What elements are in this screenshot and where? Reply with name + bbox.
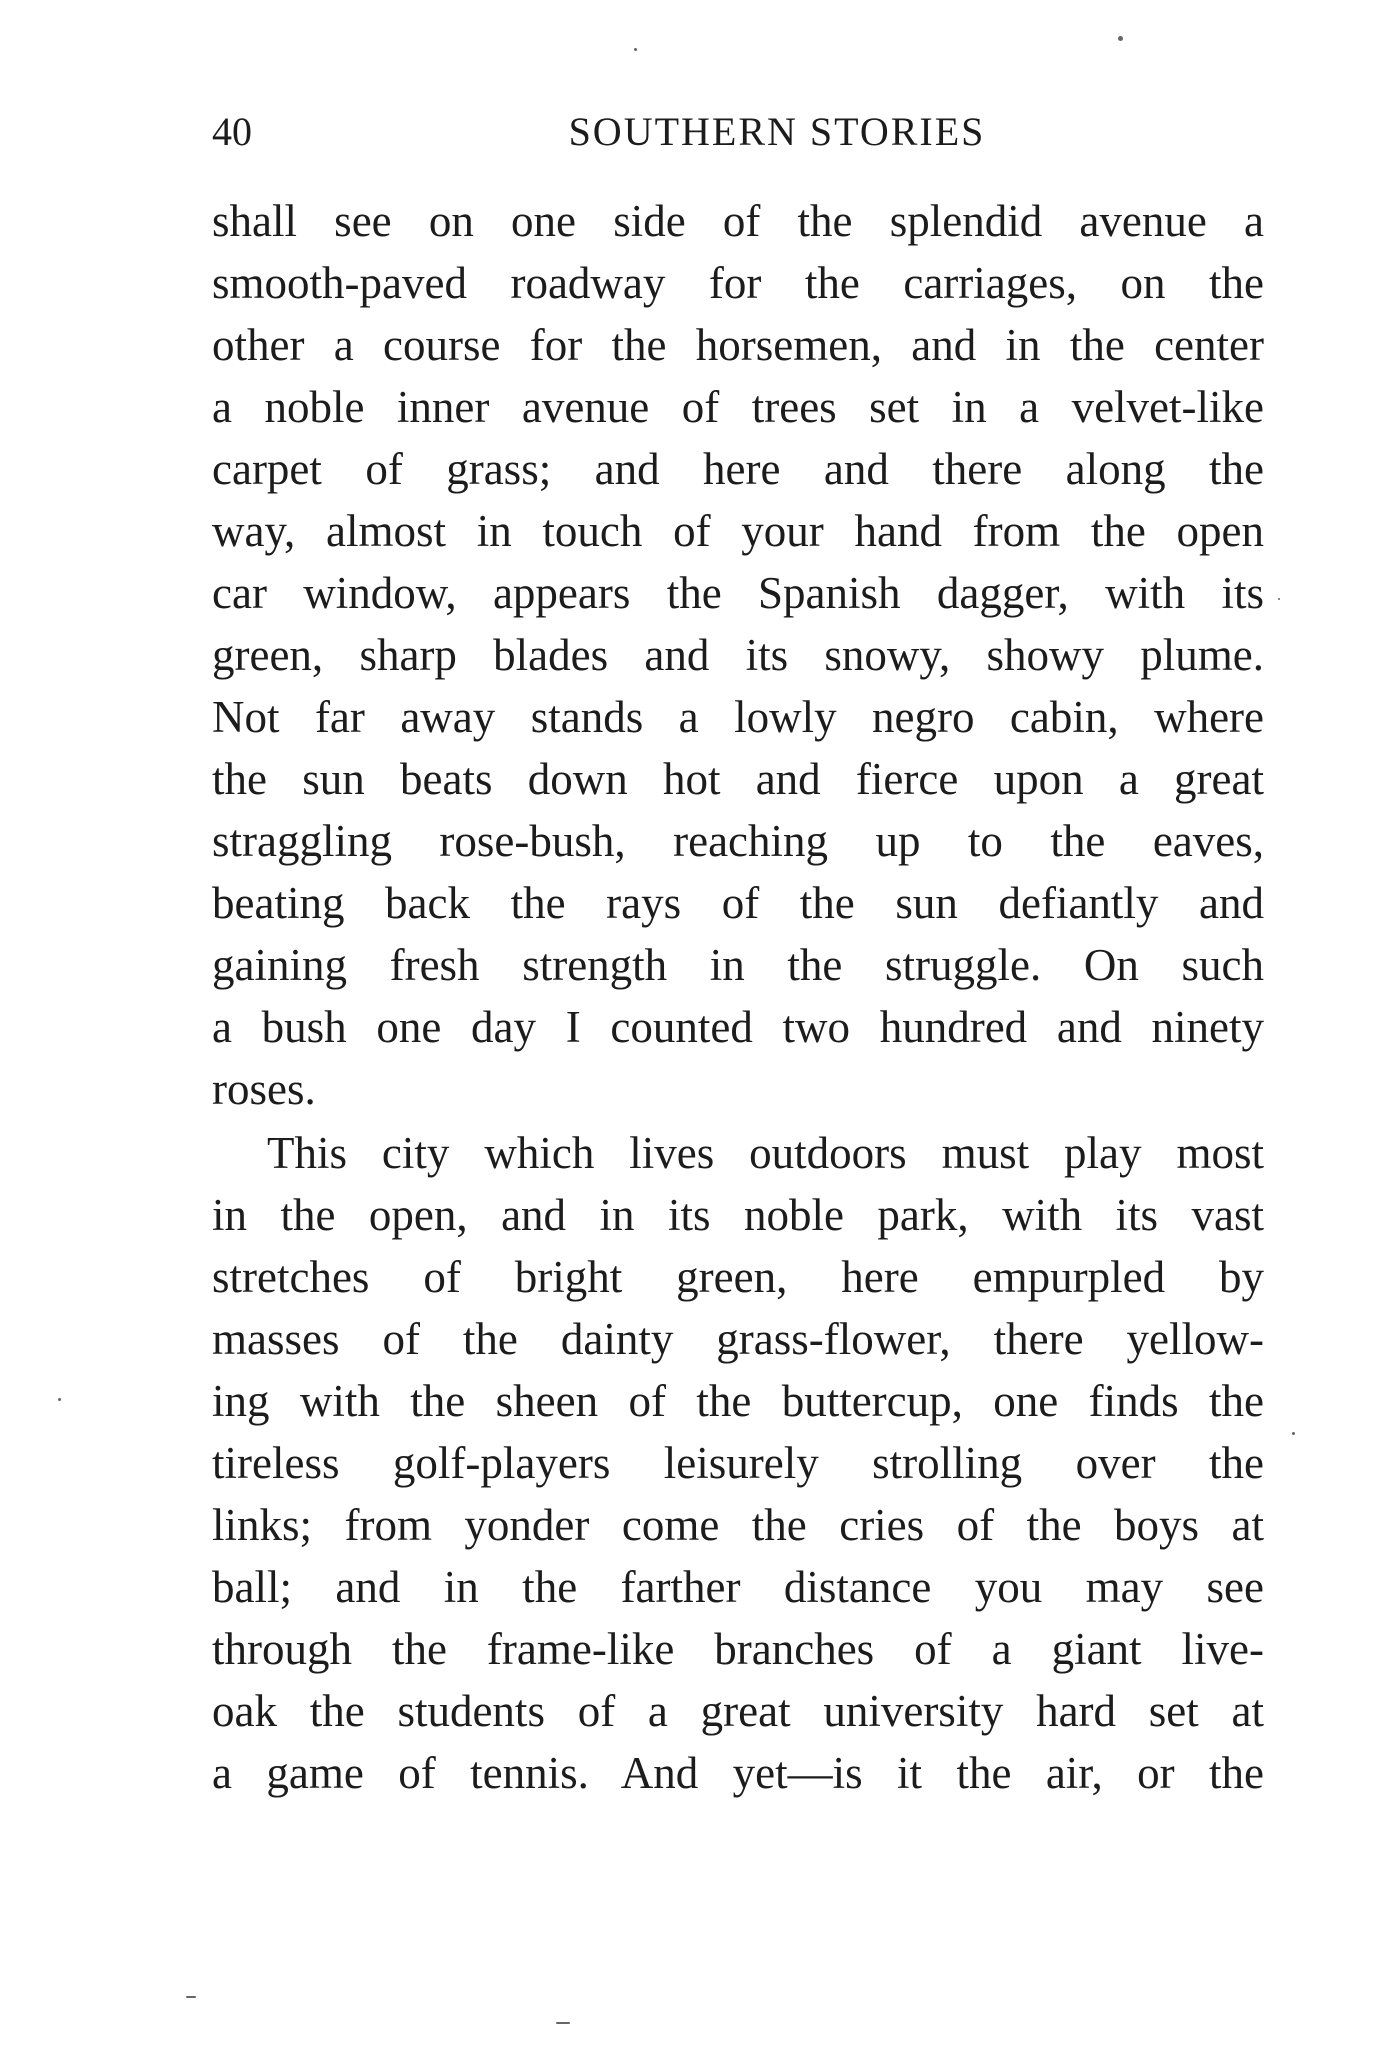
- text-line: roses.: [212, 1064, 316, 1114]
- text-line: links; from yonder come the cries of the boys at: [212, 1500, 1264, 1550]
- text-line: beating back the rays of the sun defiantly and: [212, 878, 1264, 928]
- print-speck: [634, 48, 637, 51]
- text-line: in the open, and in its noble park, with its vast: [212, 1190, 1264, 1240]
- text-line: straggling rose-bush, reaching up to the eaves,: [212, 816, 1264, 866]
- text-line: gaining fresh strength in the struggle. On such: [212, 940, 1264, 990]
- paragraph-1: [212, 190, 1264, 1120]
- text-line: tireless golf-players leisurely strolling over the: [212, 1438, 1264, 1488]
- text-line: This city which lives outdoors must play most: [267, 1128, 1264, 1178]
- print-speck: [1278, 598, 1280, 600]
- print-speck: [186, 1996, 196, 1998]
- running-title: SOUTHERN STORIES: [568, 109, 986, 154]
- paragraph-2: [212, 1122, 1264, 1804]
- text-line: other a course for the horsemen, and in the center: [212, 320, 1264, 370]
- text-line: a game of tennis. And yet—is it the air, or the: [212, 1748, 1264, 1798]
- print-speck: [58, 1398, 61, 1401]
- text-line: carpet of grass; and here and there along the: [212, 444, 1264, 494]
- text-line: ball; and in the farther distance you may see: [212, 1562, 1264, 1612]
- text-line: shall see on one side of the splendid avenue a: [212, 196, 1264, 246]
- text-line: stretches of bright green, here empurpled by: [212, 1252, 1264, 1302]
- print-speck: [1118, 36, 1123, 41]
- text-line: green, sharp blades and its snowy, showy plume.: [212, 630, 1264, 680]
- print-speck: [556, 2022, 570, 2024]
- text-line: a bush one day I counted two hundred and ninety: [212, 1002, 1264, 1052]
- text-line: Not far away stands a lowly negro cabin, where: [212, 692, 1264, 742]
- text-line: a noble inner avenue of trees set in a velvet-like: [212, 382, 1264, 432]
- print-speck: [1292, 1432, 1295, 1435]
- text-line: smooth-paved roadway for the carriages, on the: [212, 258, 1264, 308]
- text-line: oak the students of a great university hard set at: [212, 1686, 1264, 1736]
- text-line: ing with the sheen of the buttercup, one finds the: [212, 1376, 1264, 1426]
- running-head: [212, 102, 1262, 162]
- text-line: way, almost in touch of your hand from the open: [212, 506, 1264, 556]
- text-line: masses of the dainty grass-flower, there yellow-: [212, 1314, 1264, 1364]
- text-line: the sun beats down hot and fierce upon a great: [212, 754, 1264, 804]
- text-line: through the frame-like branches of a giant live-: [212, 1624, 1264, 1674]
- text-line: car window, appears the Spanish dagger, with its: [212, 568, 1264, 618]
- page-number: 40: [212, 109, 252, 154]
